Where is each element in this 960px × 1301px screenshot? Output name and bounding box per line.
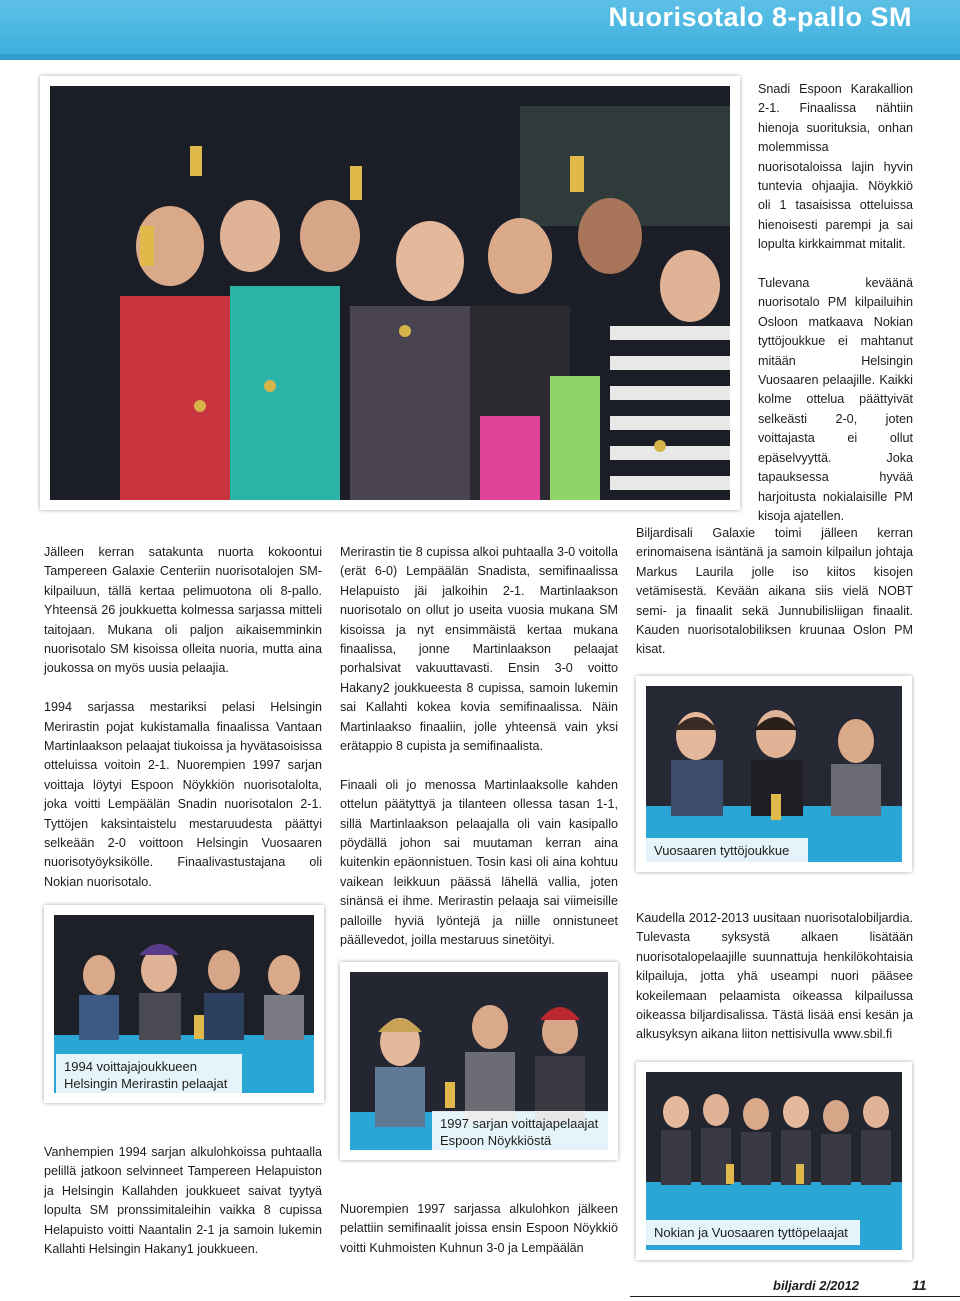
paragraph: Snadi Espoon Karakallion 2-1. Finaalissa nähtiin hienoja suorituksia, onhan molemmissa nuorisotaloissa lajin hyvin tuntevia ohjaajia. Nöykkiö oli 1 tasaisissa otteluissa hienoisesti parempi ja sai lopulta kirkkaimmat mitalit. xyxy=(758,82,913,252)
column-3-middle-text xyxy=(636,909,913,1045)
sidebar-top-text xyxy=(758,80,913,526)
column-1-text xyxy=(44,543,322,892)
paragraph: Tulevana keväänä nuorisotalo PM kilpailuihin Osloon matkaava Nokian tyttöjoukkue ei mahtanut mitään Helsingin Vuosaaren pelaajille. Kaikki kolme ottelua päättyivät selkeästi 2-0, joten voittajasta ei ollut epäselvyyttä. Joka tapauksessa hyvää harjoitusta nokialaisille PM kisoja ajatellen. xyxy=(758,276,913,523)
caption-line: Helsingin Merirastin pelaajat xyxy=(64,1076,228,1091)
column-2-bottom-text xyxy=(340,1200,618,1258)
column-2-text xyxy=(340,543,618,951)
paragraph: Finaali oli jo menossa Martinlaaksolle kahden ottelun päätyttyä ja tilanteen ollessa tasan 1-1, sillä Martinlaakson pelaajalla oli vain kasipallo pöydällä johon sai muutaman kerran aina kuitenkin epäonnistuen. Tosin kasi oli aina kohtuu vaikean leikkuun päässä lähellä vallia, joten sinänsä ei ihme. Merirastin pelaaja sai viimeisille palloille hyviä lyöntejä ja niille onnistuneet päällevedot, joilla mestaruus sinetöityi. xyxy=(340,777,618,948)
footer-magazine: biljardi 2/2012 xyxy=(773,1278,859,1293)
caption-line: Espoon Nöykkiöstä xyxy=(440,1133,552,1148)
paragraph: Nuorempien 1997 sarjassa alkulohkon jälkeen pelattiin semifinaalit joissa ensin Espoon Nöykkiö voitti Kuhmoisten Kuhnun 3-0 ja Lempäälän xyxy=(340,1202,618,1255)
column-3-text xyxy=(636,524,913,660)
caption-line: 1994 voittajajoukkueen xyxy=(64,1059,197,1074)
caption-line: 1997 sarjan voittajapelaajat xyxy=(440,1116,599,1131)
caption-1994 xyxy=(56,1054,242,1096)
caption-nokia xyxy=(646,1220,860,1245)
caption-line: Vuosaaren tyttöjoukkue xyxy=(654,843,790,858)
footer-rule xyxy=(630,1296,960,1297)
paragraph: Merirastin tie 8 cupissa alkoi puhtaalla 3-0 voitolla (erät 6-0) Lempäälän Snadista, semifinaalissa Helapuisto jäi jalkoihin 2-1. Martinlaakson nuorisotalo on ollut jo useita vuosia mukana SM kisoissa ja nyt ensimmäistä kertaa mukana finaalissa, jonne Martinlaakson pelaajat porhalsivat vakuuttavasti. Ensin 3-0 voitto Hakany2 joukkueesta 8 cupissa, samoin lukemin sai Kallahti kokea kovia semifinaalissa. Näin Martinlaakso finaaliin, jolle yhteensä vain yksi erätappio 8 cupista ja semifinaalista. xyxy=(340,545,618,754)
caption-1997 xyxy=(432,1111,614,1153)
photo-vuosaari-illustration xyxy=(646,686,902,862)
paragraph: Vanhempien 1994 sarjan alkulohkoissa puhtaalla pelillä jatkoon selvinneet Tampereen Helapuiston ja Helsingin Kallahden joukkueet saivat tyytyä lopulta SM pronssimitaleihin vaikka 8 cupissa Helapuisto voitti Naantalin 2-1 ja samoin lukemin Kallahti Helsingin Hakany1 joukkueen. xyxy=(44,1145,322,1257)
caption-vuosaari xyxy=(646,838,808,863)
page-number: 11 xyxy=(912,1277,927,1293)
column-1-bottom-text xyxy=(44,1143,322,1259)
paragraph: Jälleen kerran satakunta nuorta kokoontui Tampereen Galaxie Centeriin nuorisotalojen SM-kilpailuun, tällä kertaa pelimuotona oli 8-pallo. Yhteensä 26 joukkuetta kolmessa sarjassa mitteli taitojaan. Mukana oli paljon aikaisemminkin nuorisotalo SM kisoissa olleita nuoria, mutta aina joukossa on myös uusia pelaajia. xyxy=(44,545,322,676)
paragraph: Biljardisali Galaxie toimi jälleen kerran erinomaisena isäntänä ja samoin kilpailun johtaja Markus Laurila jolle iso kiitos kisojen vetämisestä. Kevään aikana siis vielä NOBT semi- ja finaalit sekä Junnubilisliigan finaalit. Kauden nuorisotalobiliksen kruunaa Oslon PM kisat. xyxy=(636,526,913,657)
main-group-photo xyxy=(40,76,740,510)
group-photo-illustration xyxy=(50,86,730,500)
page-title: Nuorisotalo 8-pallo SM xyxy=(608,2,912,32)
paragraph: Kaudella 2012-2013 uusitaan nuorisotalobiljardia. Tulevasta syksystä alkaen lisätään nuorisotalopelaajille suunnattuja henkilökohtaisia kilpailuja, jotta yhä useampi nuori pääsee kokeilemaan pelaamista oikeassa kilpailussa oikeassa biljardisalissa. Tästä lisää ensi kesän ja alkusyksyn aikana liiton nettisivulla www.sbil.fi xyxy=(636,911,913,1042)
caption-line: Nokian ja Vuosaaren tyttöpelaajat xyxy=(654,1225,848,1240)
header-band xyxy=(0,0,960,60)
paragraph: 1994 sarjassa mestariksi pelasi Helsingin Merirastin pojat kukistamalla finaalissa Vantaan Martinlaakson pelaajat tiukoissa ja hyvätasoisissa otteluissa voitoin 2-1. Nuorempien 1997 sarjan voittaja löytyi Espoon Nöykkiön nuorisotalolta, joka voitti Lempäälän Snadin nuorisotalon 2-1. Tyttöjen kaksintaistelu mestaruudesta päättyi selkeään 2-0 voittoon Helsingin Vuosaaren nuorisotyöyksikölle. Finaalivastustajana oli Nokian nuorisotalo. xyxy=(44,700,322,889)
